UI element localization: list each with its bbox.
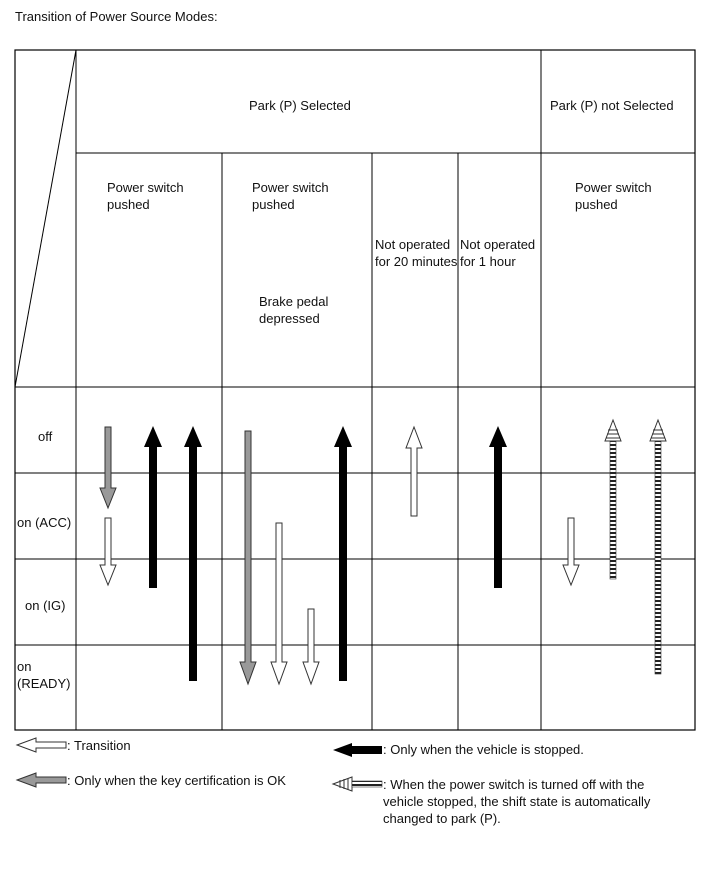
col3-condition: Not operated for 20 minutes (375, 237, 458, 269)
col2-condition: Power switch pushed (252, 180, 329, 212)
legend-black-arrow-icon (333, 743, 382, 757)
row-label-acc: on (ACC) (17, 515, 72, 530)
page-title: Transition of Power Source Modes: (15, 9, 218, 24)
white-arrow-down (303, 609, 319, 684)
row-label-ig: on (IG) (25, 598, 66, 613)
legend-striped-arrow-icon (333, 777, 352, 791)
row-label-ready: on (READY) (17, 659, 71, 691)
gray-arrow-down (100, 427, 116, 508)
legend-transition: : Transition (67, 738, 131, 753)
table-border (15, 50, 695, 730)
black-arrow-up (184, 426, 202, 681)
legend-gray-arrow-icon (17, 773, 66, 787)
black-arrow-up (144, 426, 162, 588)
col1-condition: Power switch pushed (107, 180, 184, 212)
striped-arrow-shaft (655, 441, 661, 674)
row-label-off: off (38, 429, 53, 444)
legend-white-arrow-icon (17, 738, 66, 752)
legend-shift-auto: : When the power switch is turned off with the vehicle stopped, the shift state is automatically changed to park (P). (383, 777, 651, 826)
black-arrow-up (334, 426, 352, 681)
gray-arrow-down (240, 431, 256, 684)
col5-condition: Power switch pushed (575, 180, 652, 212)
black-arrow-up (489, 426, 507, 588)
white-arrow-down (100, 518, 116, 585)
white-arrow-down (563, 518, 579, 585)
legend-key-ok: : Only when the key certification is OK (67, 773, 286, 788)
corner-diagonal (15, 50, 76, 387)
white-arrow-up (406, 427, 422, 516)
col2-brake-condition: Brake pedal depressed (259, 294, 329, 326)
striped-arrow-shaft (610, 441, 616, 579)
white-arrow-down (271, 523, 287, 684)
header-park-not-selected: Park (P) not Selected (550, 98, 674, 113)
header-park-selected: Park (P) Selected (249, 98, 351, 113)
col4-condition: Not operated for 1 hour (460, 237, 536, 269)
legend-stopped: : Only when the vehicle is stopped. (383, 742, 584, 757)
